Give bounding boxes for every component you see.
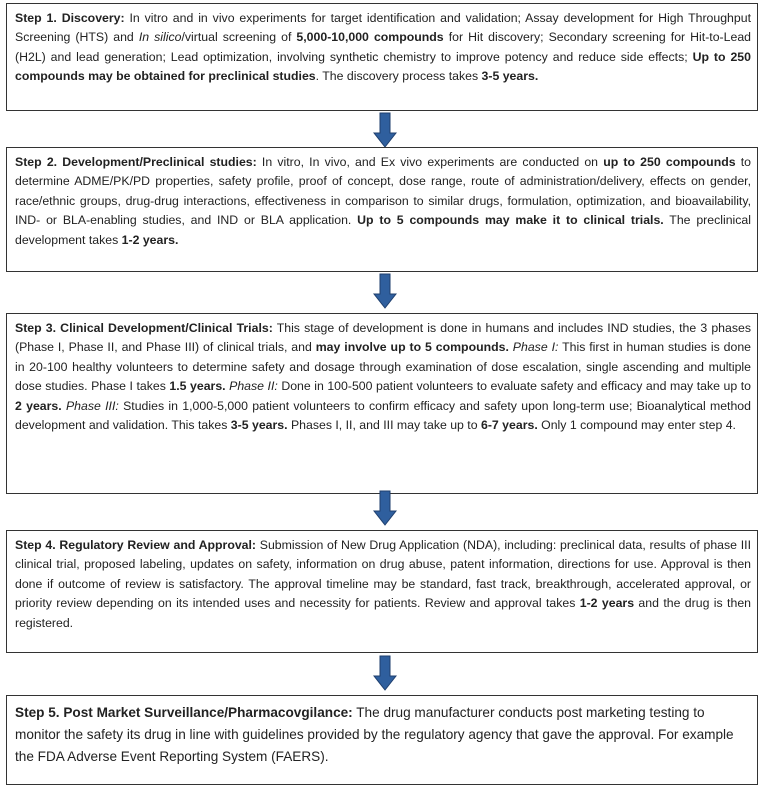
step-text: 2 years.	[15, 398, 62, 413]
step-text: for Hit discovery; Secondary screening for Hit-to-Lead (H2L) and lead generation; Lead optimization, involving synthetic chemistry to improve potency and reduce side effects;	[15, 30, 752, 64]
step-text: This stage of development is done in humans and includes IND studies, the 3 phases (Phase I, Phase II, and Phase III) of clinical trials, and	[15, 321, 751, 355]
step-1-box	[6, 3, 758, 111]
step-3-box	[6, 313, 758, 494]
down-arrow-shape	[373, 273, 397, 309]
step-text: 1-2 years.	[121, 232, 179, 247]
step-text: Submission of New Drug Application (NDA), including: preclinical data, results of phase III clinical trial, proposed labeling, updates on safety, information on drug abuse, patent information, directions for use. Approval is then done if outcome of review is satisfactory. The approval timeline may be standard, fast track, breakthrough, accelerated approval, or priority review depending on its intended uses and necessity for patients. Review and approval takes	[15, 538, 751, 611]
step-text: 5,000-10,000 compounds	[296, 30, 444, 45]
step-4-box	[6, 530, 758, 653]
step-text: 1-2 years	[579, 596, 635, 611]
step-text: The drug manufacturer conducts post marketing testing to monitor the safety its drug in line with guidelines provided by the regulatory agency that gave the approval. For example the FDA Adverse Event Reporting System (FAERS).	[15, 705, 734, 764]
step-text: Phase I:	[512, 340, 559, 355]
step-text: to determine ADME/PK/PD properties, safety profile, proof of concept, dose range, route of administration/delivery, effects on gender, race/ethnic groups, drug-drug interactions, effectiveness in comparison to similar drugs, formulation, optimization, and bioavailability, IND- or BLA-enabling studies, and IND or BLA application.	[15, 155, 751, 228]
down-arrow-shape	[373, 655, 397, 691]
step-text: up to 250 compounds	[603, 155, 736, 169]
step-text: Up to 250 compounds may be obtained for preclinical studies	[15, 49, 751, 84]
down-arrow-icon	[373, 655, 397, 691]
step-text: 6-7 years.	[480, 418, 538, 433]
step-text: In silico	[138, 30, 182, 45]
step-heading: Step 3. Clinical Development/Clinical Trials:	[15, 321, 273, 335]
step-text: The preclinical development takes	[15, 213, 751, 247]
step-text: Up to 5 compounds may make it to clinical trials.	[357, 213, 664, 228]
step-text: /virtual screening of	[181, 30, 297, 45]
step-heading: Step 4. Regulatory Review and Approval:	[15, 538, 257, 552]
step-text: This first in human studies is done in 20-100 healthy volunteers to determine safety and dosage through examination of dose escalation, single ascending and multiple dose studies. Phase I takes	[15, 340, 752, 394]
down-arrow-shape	[373, 112, 397, 148]
step-text: 3-5 years.	[230, 418, 288, 433]
step-text: and the drug is then registered.	[15, 596, 751, 630]
step-heading: Step 2. Development/Preclinical studies:	[15, 155, 257, 169]
step-text: may involve up to 5 compounds.	[315, 340, 509, 355]
step-text: Phases I, II, and III may take up to	[287, 418, 481, 433]
down-arrow-icon	[373, 490, 397, 526]
step-2-box	[6, 147, 758, 272]
down-arrow-icon	[373, 112, 397, 148]
step-heading: Step 1. Discovery:	[15, 11, 125, 25]
down-arrow-shape	[373, 490, 397, 526]
step-text: 1.5 years.	[169, 379, 226, 394]
step-5-box	[6, 695, 758, 785]
step-text: Phase III:	[65, 398, 119, 413]
step-text: Only 1 compound may enter step 4.	[537, 418, 736, 433]
step-text: Studies in 1,000-5,000 patient volunteers to confirm efficacy and safety upon long-term use; Bioanalytical method development and validation. This takes	[15, 398, 751, 433]
down-arrow-icon	[373, 273, 397, 309]
step-heading: Step 5. Post Market Surveillance/Pharmacovgilance:	[15, 705, 353, 720]
step-text: 3-5 years.	[481, 69, 539, 84]
step-text: In vitro and in vivo experiments for target identification and validation; Assay development for High Throughput Screening (HTS) and	[15, 11, 751, 45]
step-text: . The discovery process takes	[315, 69, 482, 84]
step-text: Done in 100-500 patient volunteers to evaluate safety and efficacy and may take up to	[277, 379, 751, 394]
step-text: Phase II:	[229, 379, 278, 394]
step-text: In vitro, In vivo, and Ex vivo experiments are conducted on	[256, 155, 604, 169]
